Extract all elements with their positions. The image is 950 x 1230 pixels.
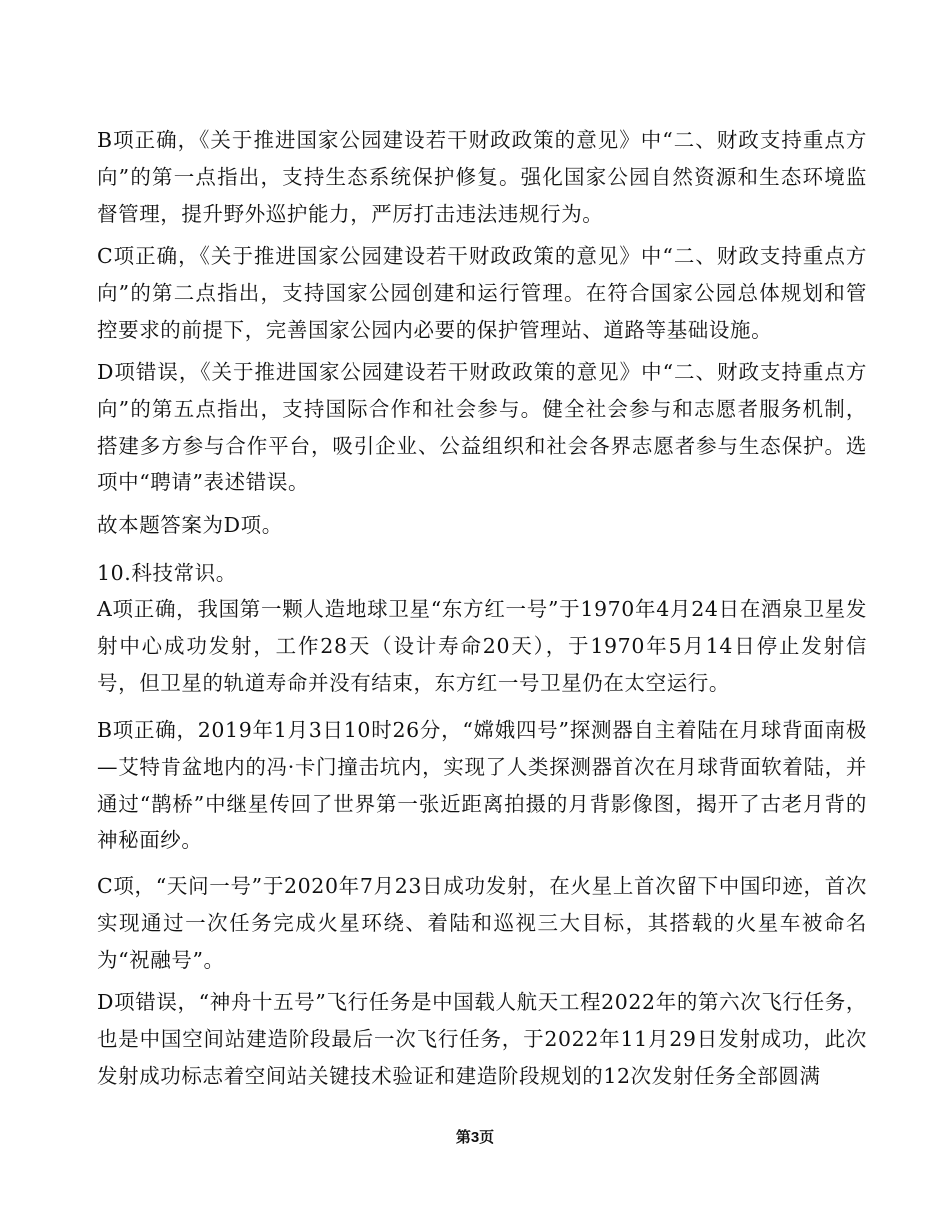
paragraph-option-b-chang-e: B项正确，2019年1月3日10时26分，“嫦娥四号”探测器自主着陆在月球背面南极—艾特肯盆地内的冯·卡门撞击坑内，实现了人类探测器首次在月球背面软着陆，并通过“鹊桥”中继星传回了世界第一张近距离拍摄的月背影像图，揭开了古老月背的神秘面纱。 (97, 718, 867, 853)
section-heading-10: 10.科技常识。 (97, 561, 237, 585)
paragraph-answer: 故本题答案为D项。 (97, 513, 283, 537)
paragraph-option-d-park: D项错误，《关于推进国家公园建设若干财政政策的意见》中“二、财政支持重点方向”的第五点指出，支持国际合作和社会参与。健全社会参与和志愿者服务机制，搭建多方参与合作平台，吸引企业、公益组织和社会各界志愿者参与生态保护。选项中“聘请”表述错误。 (97, 360, 867, 495)
paragraph-option-c-tianwen: C项，“天问一号”于2020年7月23日成功发射，在火星上首次留下中国印迹，首次实现通过一次任务完成火星环绕、着陆和巡视三大目标，其搭载的火星车被命名为“祝融号”。 (97, 874, 867, 972)
paragraph-option-a-satellite: A项正确，我国第一颗人造地球卫星“东方红一号”于1970年4月24日在酒泉卫星发射中心成功发射，工作28天（设计寿命20天），于1970年5月14日停止发射信号，但卫星的轨道寿命并没有结束，东方红一号卫星仍在太空运行。 (97, 597, 867, 695)
page-number: 第3页 (455, 1129, 495, 1146)
paragraph-option-d-shenzhou: D项错误，“神舟十五号”飞行任务是中国载人航天工程2022年的第六次飞行任务，也是中国空间站建造阶段最后一次飞行任务，于2022年11月29日发射成功，此次发射成功标志着空间站关键技术验证和建造阶段规划的12次发射任务全部圆满 (97, 990, 867, 1088)
paragraph-option-c-park: C项正确，《关于推进国家公园建设若干财政政策的意见》中“二、财政支持重点方向”的第二点指出，支持国家公园创建和运行管理。在符合国家公园总体规划和管控要求的前提下，完善国家公园内必要的保护管理站、道路等基础设施。 (97, 244, 867, 342)
paragraph-option-b-park: B项正确，《关于推进国家公园建设若干财政政策的意见》中“二、财政支持重点方向”的第一点指出，支持生态系统保护修复。强化国家公园自然资源和生态环境监督管理，提升野外巡护能力，严厉打击违法违规行为。 (97, 128, 867, 226)
